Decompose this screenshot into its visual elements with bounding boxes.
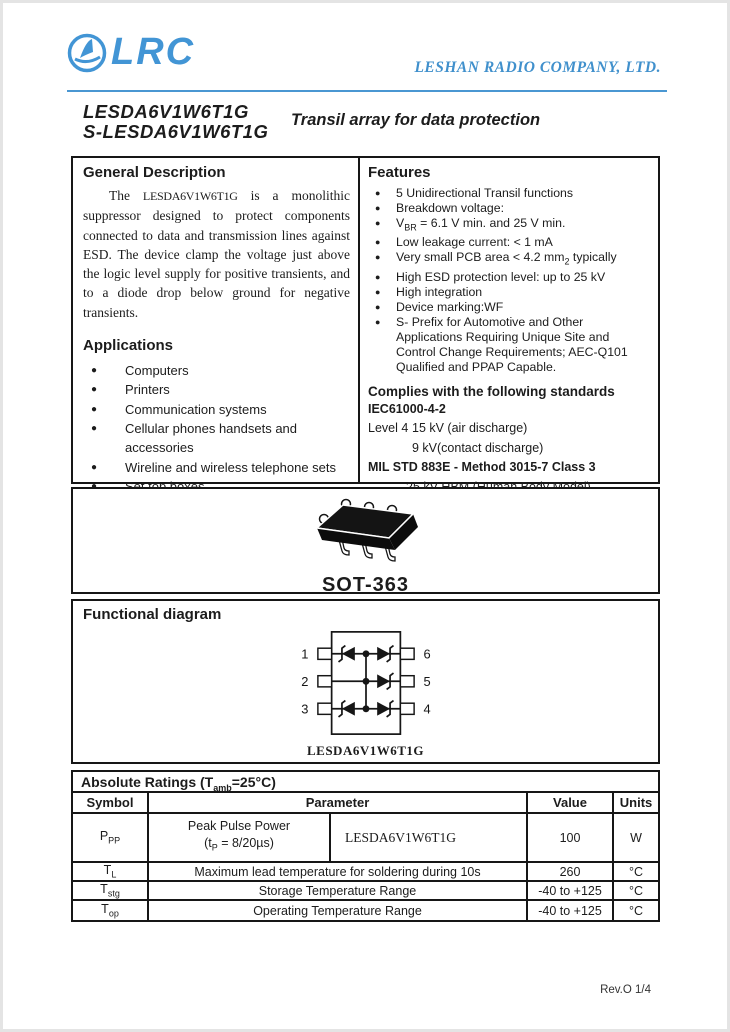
list-item bbox=[368, 186, 652, 201]
column-header-symbol: Symbol bbox=[73, 793, 149, 814]
symbol-subscript: op bbox=[108, 908, 119, 919]
application-label: Printers bbox=[125, 382, 170, 398]
ratings-title bbox=[73, 772, 658, 793]
symbol-ppp bbox=[73, 814, 149, 863]
lrc-logo bbox=[65, 29, 195, 75]
value-cell: -40 to +125 bbox=[528, 882, 614, 901]
mm2-subscript: 2 bbox=[564, 256, 570, 267]
symbol-tstg bbox=[73, 882, 149, 901]
list-item bbox=[368, 201, 652, 216]
bullet-icon: ● bbox=[91, 365, 98, 377]
table-row bbox=[73, 863, 658, 882]
parameter-peak-pulse-power bbox=[149, 814, 331, 863]
list-item bbox=[368, 300, 652, 315]
sot363-package-image bbox=[291, 492, 441, 568]
bullet-icon: ● bbox=[375, 188, 381, 198]
part-number-line1: LESDA6V1W6T1G bbox=[83, 101, 249, 122]
symbol-top bbox=[73, 901, 149, 920]
parameter-cell: Operating Temperature Range bbox=[149, 901, 528, 920]
vbr-symbol: V bbox=[396, 216, 405, 230]
ratings-title-pre: Absolute Ratings (T bbox=[81, 774, 214, 790]
applications-list bbox=[83, 361, 350, 496]
column-header-units: Units bbox=[614, 793, 658, 814]
right-column bbox=[360, 158, 658, 482]
functional-diagram-caption: LESDA6V1W6T1G bbox=[306, 743, 425, 758]
tp-pre: (t bbox=[204, 836, 212, 851]
feature-label: Device marking:WF bbox=[396, 299, 504, 314]
bullet-icon: ● bbox=[375, 218, 381, 228]
iec-level-label: Level 4 bbox=[368, 421, 409, 436]
table-header-row bbox=[73, 793, 658, 814]
symbol-letter: T bbox=[101, 902, 109, 917]
mil-standard: MIL STD 883E - Method 3015-7 Class 3 bbox=[368, 460, 596, 475]
value-cell: -40 to +125 bbox=[528, 901, 614, 920]
table-row bbox=[73, 814, 658, 863]
features-list bbox=[368, 186, 652, 375]
pcb-area-suffix: typically bbox=[569, 250, 617, 265]
revision-page-number: Rev.O 1/4 bbox=[600, 984, 651, 996]
units-cell: °C bbox=[614, 863, 658, 882]
column-header-parameter: Parameter bbox=[149, 793, 528, 814]
list-item bbox=[368, 216, 652, 235]
bullet-icon: ● bbox=[375, 252, 381, 263]
application-label: Computers bbox=[125, 363, 189, 379]
functional-diagram-schematic bbox=[258, 625, 473, 741]
general-description-text bbox=[83, 186, 350, 322]
iec-level-row bbox=[368, 419, 652, 439]
pin-label-4: 4 bbox=[423, 701, 431, 717]
ratings-title-post: =25°C) bbox=[231, 774, 276, 790]
bullet-icon: ● bbox=[375, 203, 381, 213]
bullet-icon: ● bbox=[375, 301, 381, 312]
package-name: SOT-363 bbox=[321, 574, 410, 596]
tp-subscript: P bbox=[211, 842, 218, 853]
gd-part-number: LESDA6V1W6T1G bbox=[142, 189, 238, 203]
left-column bbox=[73, 158, 358, 482]
description-features-box bbox=[71, 156, 660, 484]
bullet-icon: ● bbox=[91, 403, 98, 415]
list-item bbox=[83, 361, 350, 380]
bullet-icon: ● bbox=[375, 271, 381, 282]
feature-label: High ESD protection level: up to 25 kV bbox=[396, 269, 606, 284]
parameter-line2 bbox=[204, 835, 274, 857]
bullet-icon: ● bbox=[91, 384, 98, 396]
symbol-subscript: L bbox=[111, 869, 117, 880]
symbol-tl bbox=[73, 863, 149, 882]
functional-diagram-heading: Functional diagram bbox=[83, 606, 222, 623]
symbol-subscript: stg bbox=[107, 888, 120, 899]
value-cell: 260 bbox=[528, 863, 614, 882]
bullet-icon: ● bbox=[91, 422, 98, 434]
vbr-subscript: BR bbox=[404, 222, 417, 233]
features-heading: Features bbox=[368, 164, 431, 181]
list-item bbox=[83, 400, 350, 419]
iec-air-value: 15 kV (air discharge) bbox=[412, 421, 528, 436]
feature-label: 5 Unidirectional Transil functions bbox=[396, 186, 574, 200]
applications-heading: Applications bbox=[83, 337, 174, 355]
symbol-subscript: PP bbox=[108, 835, 121, 846]
list-item bbox=[368, 250, 652, 269]
feature-label: High integration bbox=[396, 284, 483, 299]
column-header-value: Value bbox=[528, 793, 614, 814]
value-cell: 100 bbox=[528, 814, 614, 863]
application-label: Wireline and wireless telephone sets bbox=[125, 459, 336, 475]
iec-contact-value: 9 kV(contact discharge) bbox=[412, 440, 544, 455]
gd-intro: The bbox=[109, 188, 143, 203]
symbol-letter: T bbox=[100, 882, 108, 897]
device-name-cell: LESDA6V1W6T1G bbox=[331, 814, 528, 863]
parameter-cell: Maximum lead temperature for soldering during 10s bbox=[149, 863, 528, 882]
pcb-area-text: Very small PCB area < 4.2 mm bbox=[396, 250, 565, 265]
table-row bbox=[73, 901, 658, 920]
device-subtitle: Transil array for data protection bbox=[291, 111, 541, 129]
symbol-letter: T bbox=[103, 863, 112, 878]
units-cell: °C bbox=[628, 903, 644, 918]
bullet-icon: ● bbox=[375, 286, 381, 297]
pin-label-5: 5 bbox=[423, 674, 431, 690]
standards-heading: Complies with the following standards bbox=[368, 383, 615, 399]
ratings-title-sub: amb bbox=[213, 782, 232, 793]
standards-section bbox=[368, 383, 652, 498]
list-item bbox=[368, 270, 652, 285]
pin-label-2: 2 bbox=[300, 674, 308, 690]
units-cell: W bbox=[614, 814, 658, 863]
lrc-emblem-icon bbox=[65, 29, 109, 75]
logo-text: LRC bbox=[111, 31, 196, 73]
pin-label-6: 6 bbox=[423, 646, 431, 662]
list-item bbox=[368, 235, 652, 250]
bullet-icon: ● bbox=[375, 316, 381, 327]
part-number-line2: S-LESDA6V1W6T1G bbox=[83, 120, 269, 142]
list-item bbox=[368, 315, 652, 375]
part-number-title bbox=[83, 102, 268, 141]
feature-label: S- Prefix for Automotive and Other Applications Requiring Unique Site and Control Change Requirements; AEC-Q101 Qualified and PPAP Capable. bbox=[396, 314, 628, 374]
bullet-icon: ● bbox=[375, 237, 381, 248]
tp-post: = 8/20µs) bbox=[217, 836, 274, 851]
list-item bbox=[368, 285, 652, 300]
list-item bbox=[83, 458, 350, 477]
list-item bbox=[83, 380, 350, 399]
pin-label-1: 1 bbox=[300, 646, 308, 662]
parameter-cell: Storage Temperature Range bbox=[149, 882, 528, 901]
iec-standard: IEC61000-4-2 bbox=[368, 401, 446, 416]
application-label: Cellular phones handsets and accessories bbox=[125, 420, 298, 456]
units-cell: °C bbox=[614, 882, 658, 901]
company-name: LESHAN RADIO COMPANY, LTD. bbox=[414, 59, 661, 76]
parameter-line1: Peak Pulse Power bbox=[187, 819, 291, 834]
functional-diagram-box bbox=[71, 599, 660, 764]
pin-label-3: 3 bbox=[300, 701, 308, 717]
general-description-heading: General Description bbox=[83, 164, 226, 181]
feature-label: Low leakage current: < 1 mA bbox=[396, 235, 553, 250]
vbr-value: = 6.1 V min. and 25 V min. bbox=[416, 216, 566, 230]
list-item bbox=[83, 419, 350, 458]
absolute-ratings-table bbox=[71, 770, 660, 922]
symbol-letter: P bbox=[99, 829, 109, 844]
bullet-icon: ● bbox=[91, 461, 98, 473]
header-rule bbox=[67, 90, 667, 92]
gd-body: is a monolithic suppressor designed to protect components connected to data and transmission lines against ESD. The device clamp the voltage just above the logic level supply for positive transients, and to a diode drop below ground for negative transients. bbox=[83, 188, 350, 320]
table-row bbox=[73, 882, 658, 901]
feature-label: Breakdown voltage: bbox=[396, 201, 505, 215]
feature-label bbox=[396, 216, 566, 233]
package-box bbox=[71, 487, 660, 594]
application-label: Communication systems bbox=[125, 401, 267, 417]
feature-label bbox=[396, 250, 617, 267]
